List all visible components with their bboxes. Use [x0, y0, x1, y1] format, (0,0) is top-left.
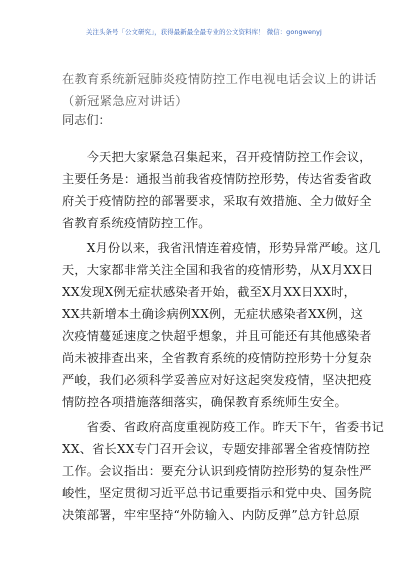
paragraph-line: X月份以来，我省汛情连着疫情，形势异常严峻。这几 — [62, 241, 381, 255]
paragraph-line: 情防控各项措施落细落实，确保教育系统师生安全。 — [62, 395, 347, 409]
paragraph-line: XX发现X例无症状感染者开始，截至X月XX日XX时， — [62, 285, 356, 299]
top-banner — [0, 0, 408, 40]
paragraph-3 — [62, 416, 385, 526]
subtitle-line: （新冠紧急应对讲话） — [62, 94, 188, 108]
paragraph-line: 工作。会议指出：要充分认识到疫情防控形势的复杂性严 — [62, 464, 372, 478]
paragraph-1 — [62, 146, 372, 234]
paragraph-line: 省委、省政府高度重视防疫工作。昨天下午，省委书记 — [62, 420, 385, 434]
paragraph-line: 府关于疫情防控的部署要求，采取有效措施、全力做好全 — [62, 194, 372, 208]
paragraph-line: 省教育系统疫情防控工作。 — [62, 216, 211, 230]
greeting: 同志们： — [62, 113, 111, 127]
paragraph-line: XX共新增本土确诊病例XX例，无症状感染者XX例，这 — [62, 307, 364, 321]
paragraph-line: 峻性，坚定贯彻习近平总书记重要指示和党中央、国务院 — [62, 486, 372, 500]
banner-text[interactable]: 关注头条号「公文研究」，获得最新最全最专业的公文资料库！ 微信：gongwenyj — [86, 28, 322, 36]
paragraph-line: 严峻，我们必须科学妥善应对好这起突发疫情，坚决把疫 — [62, 373, 372, 387]
paragraph-line: 主要任务是：通报当前我省疫情防控形势，传达省委省政 — [62, 172, 372, 186]
paragraph-line: 次疫情蔓延速度之快超乎想象，并且可能还有其他感染者 — [62, 329, 372, 343]
paragraph-line: 决策部署，牢牢坚持“外防输入、内防反弹”总方针总原 — [62, 508, 360, 522]
paragraph-line: 尚未被排查出来，全省教育系统的疫情防控形势十分复杂 — [62, 351, 372, 365]
document-title — [62, 68, 382, 112]
paragraph-line: XX、省长XX专门召开会议，专题安排部署全省疫情防控 — [62, 442, 371, 456]
paragraph-2 — [62, 237, 381, 413]
title-line: 在教育系统新冠肺炎疫情防控工作电视电话会议上的讲话 — [62, 72, 377, 86]
paragraph-line: 天，大家都非常关注全国和我省的疫情形势，从X月XX日 — [62, 263, 374, 277]
paragraph-line: 今天把大家紧急召集起来，召开疫情防控工作会议， — [62, 150, 372, 164]
